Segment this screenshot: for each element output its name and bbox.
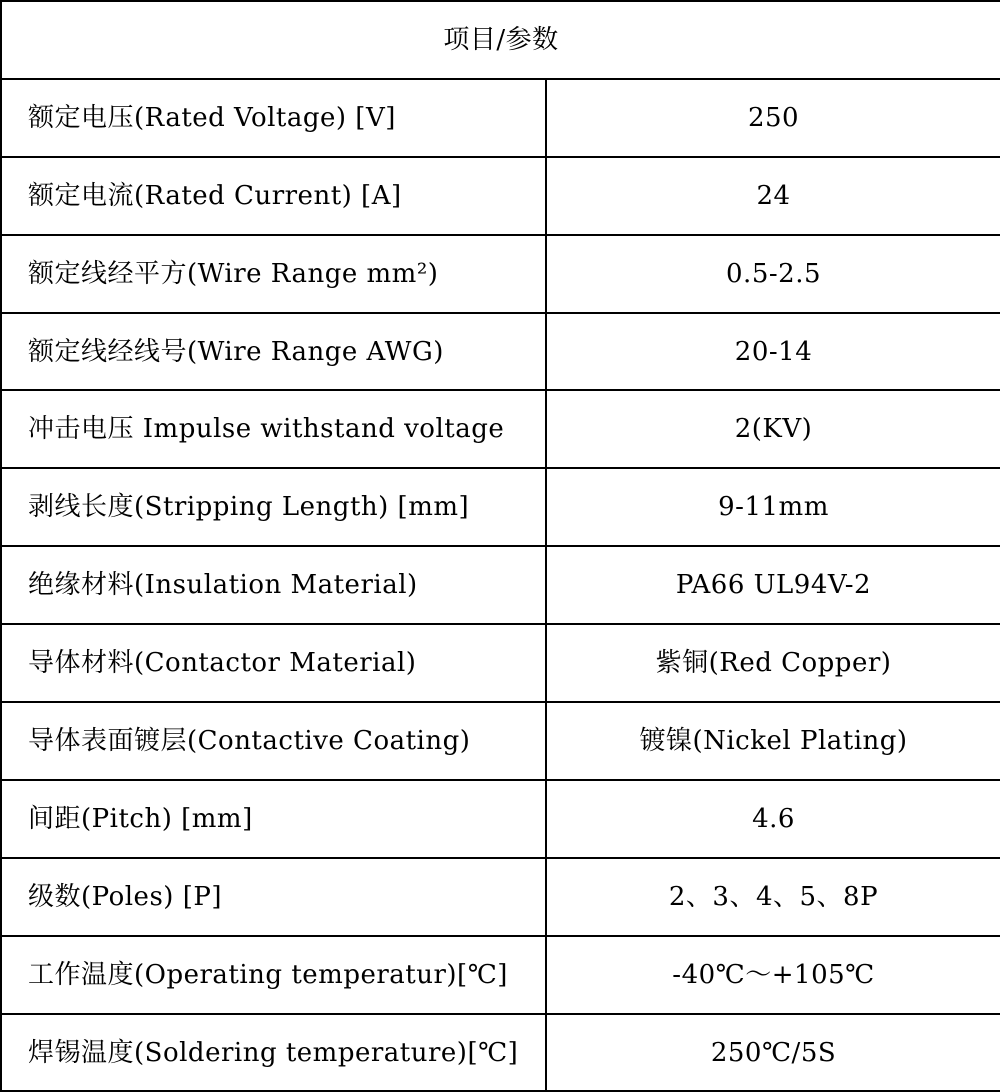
table-row (1, 624, 1000, 702)
param-value: 4.6 (546, 780, 1000, 858)
param-value: 2、3、4、5、8P (546, 858, 1000, 936)
table-row (1, 313, 1000, 391)
param-name: 额定线经平方(Wire Range mm²) (1, 235, 546, 313)
param-name: 绝缘材料(Insulation Material) (1, 546, 546, 624)
param-value: 250 (546, 79, 1000, 157)
param-name: 间距(Pitch) [mm] (1, 780, 546, 858)
param-name: 额定电流(Rated Current) [A] (1, 157, 546, 235)
param-value: 250℃/5S (546, 1014, 1000, 1092)
param-name: 级数(Poles) [P] (1, 858, 546, 936)
table-row (1, 936, 1000, 1014)
param-value: 20-14 (546, 313, 1000, 391)
table-header: 项目/参数 (1, 1, 1000, 79)
table-row (1, 468, 1000, 546)
table-row (1, 858, 1000, 936)
param-name: 冲击电压 Impulse withstand voltage (1, 390, 546, 468)
param-name: 导体材料(Contactor Material) (1, 624, 546, 702)
param-name: 额定线经线号(Wire Range AWG) (1, 313, 546, 391)
param-name: 工作温度(Operating temperatur)[℃] (1, 936, 546, 1014)
param-value: 0.5-2.5 (546, 235, 1000, 313)
table-row (1, 546, 1000, 624)
param-value: 9-11mm (546, 468, 1000, 546)
table-row (1, 390, 1000, 468)
table-row (1, 780, 1000, 858)
table-row (1, 702, 1000, 780)
param-value: PA66 UL94V-2 (546, 546, 1000, 624)
param-value: -40℃～+105℃ (546, 936, 1000, 1014)
param-value: 2(KV) (546, 390, 1000, 468)
param-name: 剥线长度(Stripping Length) [mm] (1, 468, 546, 546)
param-name: 导体表面镀层(Contactive Coating) (1, 702, 546, 780)
table-row (1, 157, 1000, 235)
table-row (1, 79, 1000, 157)
table-row (1, 235, 1000, 313)
param-value: 24 (546, 157, 1000, 235)
param-value: 镀镍(Nickel Plating) (546, 702, 1000, 780)
table-row (1, 1014, 1000, 1092)
param-name: 额定电压(Rated Voltage) [V] (1, 79, 546, 157)
table-header-row (1, 1, 1000, 79)
param-name: 焊锡温度(Soldering temperature)[℃] (1, 1014, 546, 1092)
param-value: 紫铜(Red Copper) (546, 624, 1000, 702)
